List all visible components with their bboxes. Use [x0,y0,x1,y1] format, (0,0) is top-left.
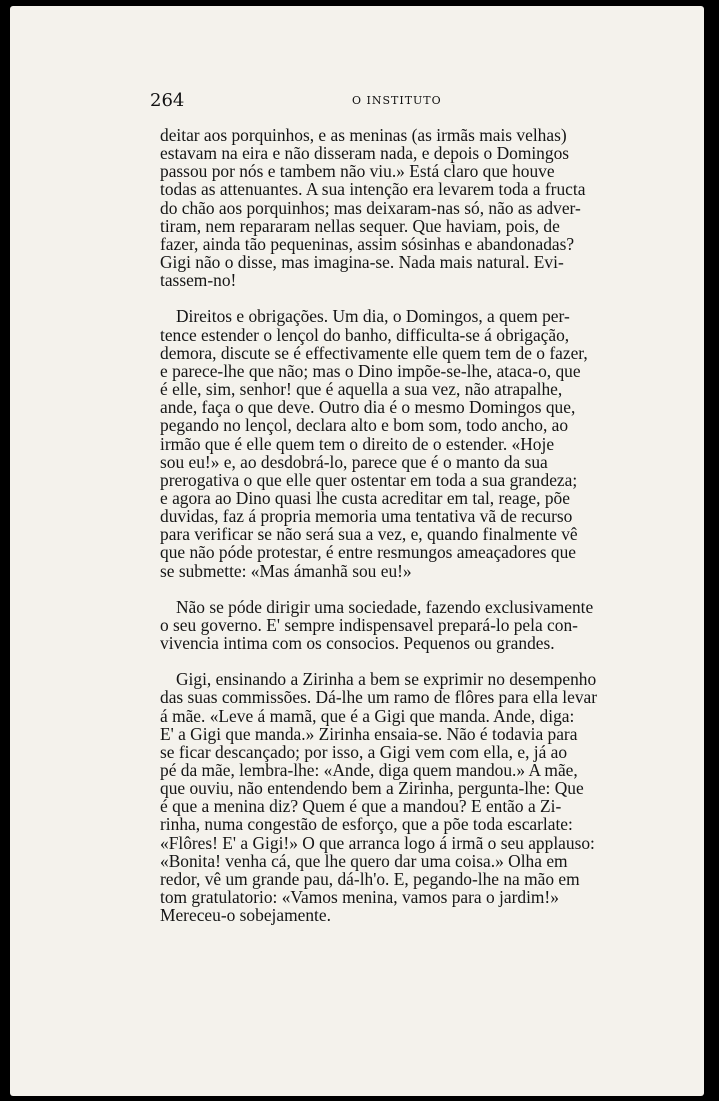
page-header [145,90,625,114]
paragraph-sociedade: Não se póde dirigir uma sociedade, fazendo exclusivamente o seu governo. E' sempre indispensavel prepará-lo pela con- vivencia intima com os consocios. Pequenos ou grandes. [160,596,594,654]
body-text [160,126,633,924]
page-number: 264 [150,90,185,111]
paragraph-gigi: Gigi, ensinando a Zirinha a bem se exprimir no desempenho das suas commissões. Dá-lhe um ramo de flôres para ella levar á mãe. «Leve á mamã, que é a Gigi que manda. Ande, diga: E' a Gigi que manda.» Zirinha ensaia-se. Não é todavia para se ficar descançado; por isso, a Gigi vem com ella, e, já ao pé da mãe, lembra-lhe: «Ande, diga quem mandou.» A mãe, que ouviu, não entendendo bem a Zirinha, pergunta-lhe: Que é que a menina diz? Quem é que a mandou? E então a Zi- rinha, numa congestão de esforço, que a põe toda escarlate: «Flôres! E' a Gigi!» O que arranca logo á irmã o seu applauso: «Bonita! venha cá, que lhe quero dar uma coisa.» Olha em redor, vê um grande pau, dá-lh'o. E, pegando-lhe na mão em tom gratulatorio: «Vamos menina, vamos para o jardim!» Mereceu-o sobejamente. [160,669,598,926]
paragraph-direitos: Direitos e obrigações. Um dia, o Domingos, a quem per- tence estender o lençol do banho, difficulta-se á obrigação, demora, discute se é effectivamente elle quem tem de o fazer, e parece-lhe que não; mas o Dino impõe-se-lhe, ataca-o, que é elle, sim, senhor! que é aquella a sua vez, não atrapalhe, ande, faça o que deve. Outro dia é o mesmo Domingos que, pegando no lençol, declara alto e bom som, todo ancho, ao irmão que é elle quem tem o direito de o estender. «Hoje sou eu!» e, ao desdobrá-lo, parece que é o manto da sua prerogativa o que elle quer ostentar em toda a sua grandeza; e agora ao Dino quasi lhe custa acreditar em tal, reage, põe duvidas, faz á propria memoria uma tentativa vã de recurso para verificar se não será sua a vez, e, quando finalmente vê que não póde protestar, é entre resmungos ameaçadores que se submette: «Mas ámanhã sou eu!» [160,306,588,581]
paragraph-continuation: deitar aos porquinhos, e as meninas (as irmãs mais velhas) estavam na eira e não disseram nada, e depois o Domingos passou por nós e tambem não viu.» Está claro que houve todas as attenuantes. A sua intenção era levarem toda a fructa do chão aos porquinhos; mas deixaram-nas só, não as adver- tiram, nem repararam nellas sequer. Que haviam, pois, de fazer, ainda tão pequeninas, assim sósinhas e abandonadas? Gigi não o disse, mas imagina-se. Nada mais natural. Evi- tassem-no! [160,125,586,291]
running-title: O INSTITUTO [352,94,442,107]
